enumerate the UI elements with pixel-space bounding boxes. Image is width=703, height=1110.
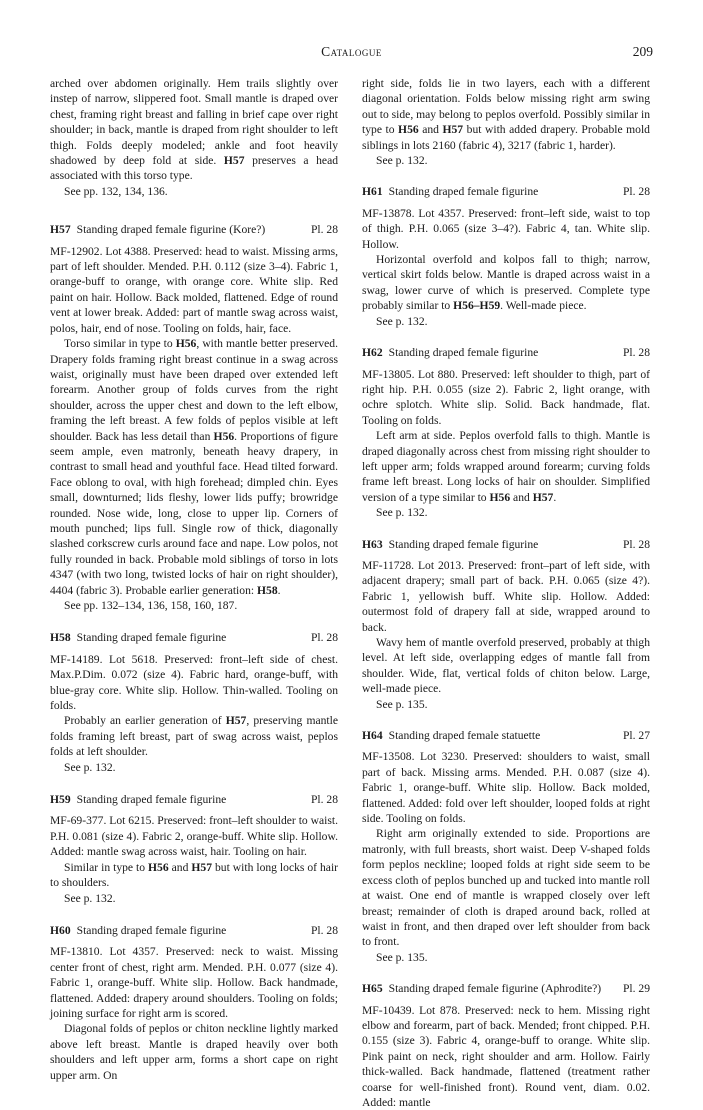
entry-title: Standing draped female figurine xyxy=(76,923,227,937)
entry-title: Standing draped female figurine xyxy=(388,346,539,360)
entry-discussion: Diagonal folds of peplos or chiton neckline lightly marked above left breast. Mantle is draped heavily over both shoulders and left upper arm, forms a short cape on right upper arm. On xyxy=(50,1022,338,1082)
plate-ref: Pl. 28 xyxy=(310,923,338,937)
entry-title: Standing draped female figurine xyxy=(76,631,227,645)
see-reference: See p. 135. xyxy=(376,697,428,711)
plate-ref: Pl. 29 xyxy=(622,982,650,996)
catalogue-entry-h64 xyxy=(362,728,650,965)
entry-heading xyxy=(362,537,650,552)
continuation-paragraph: right side, folds lie in two layers, each with a different diagonal orientation. Folds below missing right arm swing out to side, may belong to peplos overfold. Possibly similar in type to H56 and H57 but with added drapery. Probable mold siblings in lots 2160 (fabric 4), 3217 (fabric 1, harder). xyxy=(362,77,650,152)
entry-title: Standing draped female statuette xyxy=(388,729,541,743)
left-column xyxy=(50,76,338,1083)
entry-title: Standing draped female figurine xyxy=(76,793,227,807)
entry-description: MF-13508. Lot 3230. Preserved: shoulders to waist, small part of back. Missing arms. Mended. P.H. 0.087 (size 4). Fabric 1, orange-buff. White slip. Hollow. Back molded, flattened. Added: fold over left shoulder, looped folds at right side. Tooling on folds. xyxy=(362,750,650,826)
entry-discussion: Torso similar in type to H56, with mantle better preserved. Drapery folds framing right breast continue in a swag across waist, originally must have been draped over extended left forearm. Another group of folds curves from the right shoulder, across the upper chest and down to the left elbow, framing the left breast. A few folds of peplos visible at left shoulder. Back has less detail than H56. Proportions of figure seem ample, even matronly, beneath heavy drapery, in contrast to small head and youthful face. Head tilted forward. Face oblong to oval, with high forehead; dimpled chin. Eyes small, downturned; lids fleshy, lower lids puffy; browridge rounded. Nose wide, long, close to upper lip. Corners of mouth punched; lips full. Single row of thick, diagonally slashed corkscrew curls around face and nape. Low polos, not fully rounded in back. Probable mold siblings of torso in lots 4347 (with two long, twisted locks of hair on right shoulder), 4404 (fabric 3). Probable earlier generation: H58. xyxy=(50,337,339,597)
catalogue-entry-h65 xyxy=(362,981,650,1110)
page-header xyxy=(50,44,653,64)
entry-discussion: Probably an earlier generation of H57, preserving mantle folds framing left breast, part of swag across waist, peplos folds at left shoulder. xyxy=(50,714,338,759)
plate-ref: Pl. 28 xyxy=(310,793,338,807)
entry-heading xyxy=(50,923,338,938)
page-number: 209 xyxy=(632,44,653,59)
entry-description: MF-10439. Lot 878. Preserved: neck to hem. Missing right elbow and forearm, part of back. Mended; front chipped. P.H. 0.155 (size 3). Fabric 4, orange-buff to orange. White slip. Pink paint on neck, right shoulder and arm. Hollow. Fairly thick-walled. Back handmade, flattened (treatment rather coarse for well-finished front). Round vent, diam. 0.02. Added: mantle xyxy=(362,1003,650,1109)
entry-heading xyxy=(362,345,650,360)
entry-id: H65 xyxy=(362,982,383,996)
entry-id: H62 xyxy=(362,346,383,360)
entry-heading xyxy=(362,728,650,743)
see-reference: See pp. 132–134, 136, 158, 160, 187. xyxy=(64,599,238,612)
entry-title: Standing draped female figurine xyxy=(388,537,539,551)
entry-discussion: Horizontal overfold and kolpos fall to thigh; narrow, vertical skirt folds below. Mantle is draped across waist in a swag, lower curve of which is preserved. Complete type probably similar to H56–H59. Well-made piece. xyxy=(362,253,650,313)
plate-ref: Pl. 28 xyxy=(622,346,650,360)
entry-heading xyxy=(50,630,338,645)
entry-description: MF-12902. Lot 4388. Preserved: head to waist. Missing arms, part of left shoulder. Mended. P.H. 0.112 (size 3–4). Fabric 1, orange-buff to orange, with orange core. White slip. Red paint on hair. Hollow. Back molded, flattened. Edge of round vent at lower break. Added: part of mantle swag across waist, polos, hair, end of nose. Tooling on folds, hair, face. xyxy=(50,244,338,335)
entry-heading xyxy=(362,981,650,996)
catalogue-entry-h62 xyxy=(362,345,650,520)
entry-id: H61 xyxy=(362,185,383,199)
entry-heading xyxy=(50,222,338,237)
running-title: Catalogue xyxy=(321,44,382,59)
entry-description: MF-13810. Lot 4357. Preserved: neck to waist. Missing center front of chest, right arm. Mended. P.H. 0.077 (size 4). Fabric 1, orange-buff. White slip. Hollow. Back handmade, flattened. Added: drapery around shoulders. Tooling on folds; joining surface for right arm is scored. xyxy=(50,945,338,1020)
see-reference: See p. 135. xyxy=(376,950,428,964)
entry-heading xyxy=(50,792,338,807)
see-reference: See p. 132. xyxy=(64,760,116,774)
plate-ref: Pl. 28 xyxy=(310,631,338,645)
entry-description: MF-11728. Lot 2013. Preserved: front–part of left side, with adjacent drapery; small part of back. P.H. 0.065 (size 4?). Fabric 1, yellowish buff. White slip. Hollow. Added: outermost fold of drapery fall at side, wrapped around to back. xyxy=(362,558,650,634)
plate-ref: Pl. 28 xyxy=(622,185,650,199)
entry-id: H58 xyxy=(50,631,71,645)
entry-id: H60 xyxy=(50,923,71,937)
entry-title: Standing draped female figurine xyxy=(388,185,539,199)
see-reference: See pp. 132, 134, 136. xyxy=(64,184,168,198)
entry-discussion: Wavy hem of mantle overfold preserved, probably at thigh level. At left side, overlapping edges of mantle fall from shoulder. Wide, flat, vertical folds of chiton below. Large, well-made piece. xyxy=(362,636,650,696)
entry-id: H64 xyxy=(362,729,383,743)
entry-id: H57 xyxy=(50,223,71,237)
see-reference: See p. 132. xyxy=(376,314,428,328)
see-reference: See p. 132. xyxy=(64,891,116,905)
see-reference: See p. 132. xyxy=(376,506,428,520)
plate-ref: Pl. 28 xyxy=(622,537,650,551)
entry-title: Standing draped female figurine (Aphrodite?) xyxy=(388,982,602,996)
entry-title: Standing draped female figurine (Kore?) xyxy=(76,223,266,237)
catalogue-entry-h61 xyxy=(362,184,650,329)
entry-discussion: Left arm at side. Peplos overfold falls to thigh. Mantle is draped diagonally across chest from missing right shoulder to left upper arm; folds wrapped around forearm; curving folds frame left breast. Long locks of hair on shoulder. Simplified version of a type similar to H56 and H57. xyxy=(362,429,650,504)
plate-ref: Pl. 27 xyxy=(622,729,650,743)
entry-id: H59 xyxy=(50,793,71,807)
plate-ref: Pl. 28 xyxy=(310,223,338,237)
entry-description: MF-13878. Lot 4357. Preserved: front–left side, waist to top of thigh. P.H. 0.065 (size 3–4?). Fabric 4, tan. White slip. Hollow. xyxy=(362,206,650,251)
entry-description: MF-14189. Lot 5618. Preserved: front–left side of chest. Max.P.Dim. 0.072 (size 4). Fabric hard, orange-buff, with blue-gray core. White slip. Hollow. Thin-walled. Tooling on folds. xyxy=(50,652,338,713)
catalogue-entry-h57 xyxy=(50,222,338,613)
entry-heading xyxy=(362,184,650,199)
entry-description: MF-13805. Lot 880. Preserved: left shoulder to thigh, part of right hip. P.H. 0.055 (size 2). Fabric 2, light orange, with ochre splotch. White slip. Solid. Back handmade, flat. Tooling on folds. xyxy=(362,367,650,427)
entry-id: H63 xyxy=(362,537,383,551)
entry-discussion: Right arm originally extended to side. Proportions are matronly, with full breasts, short waist. Deep V-shaped folds form peplos neckline; looped folds at right side seem to be excess cloth of peplos bunched up and tucked into mantle roll at waist. One end of mantle is wrapped closely over left breast; remainder of cloth is draped around back, rolled at waist in front, and then draped over left shoulder from back to front. xyxy=(362,827,650,949)
continuation-paragraph: arched over abdomen originally. Hem trails slightly over instep of narrow, slippered foot. Small mantle is draped over chest, framing right breast and falling in brief cape over right shoulder; in back, mantle is draped from right shoulder to left thigh. Folds deeply modeled; ankle and foot heavily shadowed by deep fold at side. H57 preserves a head associated with this torso type. xyxy=(50,77,339,183)
entry-discussion: Similar in type to H56 and H57 but with long locks of hair to shoulders. xyxy=(50,860,339,890)
catalogue-entry-h58 xyxy=(50,630,338,775)
right-column xyxy=(362,76,650,1110)
see-reference: See p. 132. xyxy=(376,154,428,168)
catalogue-entry-h63 xyxy=(362,537,650,712)
catalogue-entry-h60 xyxy=(50,923,338,1083)
entry-description: MF-69-377. Lot 6215. Preserved: front–left shoulder to waist. P.H. 0.081 (size 4). Fabric 2, orange-buff. White slip. Hollow. Added: mantle swag across waist, hair. Tooling on hair. xyxy=(50,814,338,859)
catalogue-entry-h59 xyxy=(50,792,338,906)
